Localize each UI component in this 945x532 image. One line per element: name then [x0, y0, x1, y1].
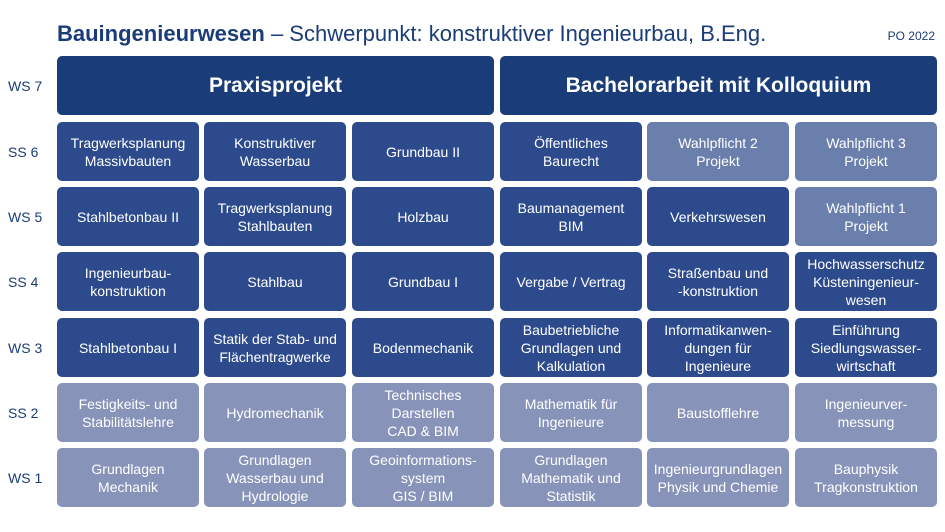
module-cell: Stahlbetonbau II [57, 187, 199, 246]
module-cell: Wahlpflicht 1 Projekt [795, 187, 937, 246]
module-cell: Grundbau II [352, 122, 494, 181]
module-cell: Tragwerksplanung Stahlbauten [204, 187, 346, 246]
module-cell: Bauphysik Tragkonstruktion [795, 448, 937, 507]
module-cell: Baustofflehre [647, 383, 789, 442]
module-cell: Wahlpflicht 2 Projekt [647, 122, 789, 181]
semester-label-ws3: WS 3 [8, 340, 43, 356]
module-cell: Technisches Darstellen CAD & BIM [352, 383, 494, 442]
module-cell: Vergabe / Vertrag [500, 252, 642, 311]
module-cell: Tragwerksplanung Massivbauten [57, 122, 199, 181]
module-cell: Grundbau I [352, 252, 494, 311]
module-praxisprojekt: Praxisprojekt [57, 56, 494, 115]
semester-label-ss4: SS 4 [8, 274, 39, 290]
module-cell: Baubetriebliche Grundlagen und Kalkulation [500, 318, 642, 377]
module-cell: Holzbau [352, 187, 494, 246]
module-cell: Mathematik für Ingenieure [500, 383, 642, 442]
module-cell: Verkehrswesen [647, 187, 789, 246]
module-cell: Stahlbau [204, 252, 346, 311]
module-cell: Geoinformations- system GIS / BIM [352, 448, 494, 507]
semester-label-ss6: SS 6 [8, 144, 39, 160]
module-cell: Baumanagement BIM [500, 187, 642, 246]
module-cell: Öffentliches Baurecht [500, 122, 642, 181]
semester-label-ws5: WS 5 [8, 209, 43, 225]
module-cell: Grundlagen Wasserbau und Hydrologie [204, 448, 346, 507]
module-cell: Hydromechanik [204, 383, 346, 442]
page-title [57, 20, 887, 48]
semester-label-ss2: SS 2 [8, 405, 39, 421]
module-cell: Grundlagen Mathematik und Statistik [500, 448, 642, 507]
module-cell: Ingenieurbau- konstruktion [57, 252, 199, 311]
module-cell: Festigkeits- und Stabilitätslehre [57, 383, 199, 442]
module-cell: Stahlbetonbau I [57, 318, 199, 377]
module-cell: Grundlagen Mechanik [57, 448, 199, 507]
semester-label-ws7: WS 7 [8, 78, 43, 94]
module-cell: Wahlpflicht 3 Projekt [795, 122, 937, 181]
po-label: PO 2022 [887, 29, 935, 43]
semester-label-ws1: WS 1 [8, 470, 43, 486]
module-cell: Einführung Siedlungswasser- wirtschaft [795, 318, 937, 377]
module-cell: Bodenmechanik [352, 318, 494, 377]
module-cell: Statik der Stab- und Flächentragwerke [204, 318, 346, 377]
module-cell: Ingenieurgrundlagen Physik und Chemie [647, 448, 789, 507]
page-title-main: Bauingenieurwesen [57, 21, 265, 46]
module-cell: Hochwasserschutz Küsteningenieur- wesen [795, 252, 937, 311]
module-cell: Straßenbau und -konstruktion [647, 252, 789, 311]
module-cell: Informatikanwen- dungen für Ingenieure [647, 318, 789, 377]
module-cell: Konstruktiver Wasserbau [204, 122, 346, 181]
module-cell: Ingenieurver- messung [795, 383, 937, 442]
module-bachelorarbeit: Bachelorarbeit mit Kolloquium [500, 56, 937, 115]
page-title-subtitle: – Schwerpunkt: konstruktiver Ingenieurbau, B.Eng. [264, 21, 767, 46]
